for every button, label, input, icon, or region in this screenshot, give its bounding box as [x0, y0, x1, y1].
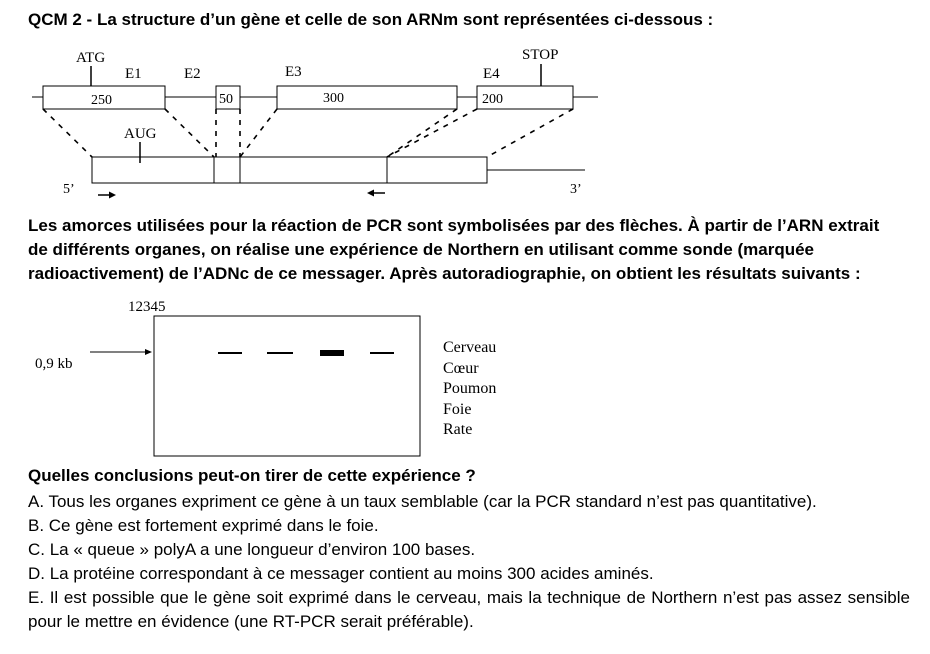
- exon-label-e2: E2: [184, 66, 201, 82]
- five-prime-label: 5’: [63, 182, 75, 197]
- exon-label-e1: E1: [125, 66, 142, 82]
- primer-forward-arrow: [98, 192, 116, 199]
- answer-options: [28, 490, 910, 634]
- size-label-e2: 50: [219, 92, 233, 107]
- size-label-e1: 250: [91, 93, 112, 108]
- organ-poumon: Poumon: [443, 380, 497, 397]
- option-e[interactable]: E. Il est possible que le gène soit exprimé dans le cerveau, mais la technique de Northern n’est pas assez sensible pour le mettre en évidence (une RT-PCR serait préférable).: [28, 588, 910, 631]
- option-b[interactable]: B. Ce gène est fortement exprimé dans le foie.: [28, 516, 379, 535]
- blot-membrane: [154, 316, 420, 456]
- aug-label: AUG: [124, 126, 157, 142]
- mrna-box: [92, 157, 487, 183]
- organ-rate: Rate: [443, 421, 473, 438]
- projection-lines: [43, 109, 573, 157]
- organ-cerveau: Cerveau: [443, 339, 497, 356]
- size-marker-arrow: [90, 349, 152, 355]
- methods-line-2: de différents organes, on réalise une expérience de Northern en utilisant comme sonde (marquée: [28, 240, 814, 259]
- organ-list: [443, 338, 496, 441]
- three-prime-label: 3’: [570, 182, 582, 197]
- stop-label: STOP: [522, 47, 559, 63]
- option-d[interactable]: D. La protéine correspondant à ce messager contient au moins 300 acides aminés.: [28, 564, 654, 583]
- gene-structure-diagram: [0, 0, 930, 210]
- methods-paragraph: [28, 214, 910, 286]
- exon-label-e3: E3: [285, 64, 302, 80]
- lane-numbers: 12345: [128, 299, 166, 315]
- question-prompt: Quelles conclusions peut-on tirer de cette expérience ?: [28, 466, 476, 485]
- organ-foie: Foie: [443, 400, 472, 418]
- size-label-e3: 300: [323, 91, 344, 106]
- band-lane-2: [218, 352, 242, 354]
- option-a[interactable]: A. Tous les organes expriment ce gène à un taux semblable (car la PCR standard n’est pas quantitative).: [28, 492, 817, 511]
- exon-box-e3: [277, 86, 457, 109]
- organ-coeur: Cœur: [443, 359, 479, 377]
- northern-blot: [0, 290, 430, 460]
- primer-reverse-arrow: [367, 190, 385, 197]
- question-title: QCM 2 - La structure d’un gène et celle de son ARNm sont représentées ci-dessous :: [28, 10, 714, 29]
- band-lane-4: [320, 350, 344, 356]
- methods-line-1: Les amorces utilisées pour la réaction de PCR sont symbolisées par des flèches. À partir de l’ARN extrait: [28, 216, 880, 235]
- size-marker-label: 0,9 kb: [35, 356, 73, 372]
- methods-line-3: radioactivement) de l’ADNc de ce messager. Après autoradiographie, on obtient les résultats suivants :: [28, 264, 861, 283]
- band-lane-3: [267, 352, 293, 354]
- exon-label-e4: E4: [483, 66, 500, 82]
- atg-label: ATG: [76, 50, 106, 66]
- size-label-e4: 200: [482, 92, 503, 107]
- band-lane-5: [370, 352, 394, 354]
- option-c[interactable]: C. La « queue » polyA a une longueur d’environ 100 bases.: [28, 540, 476, 559]
